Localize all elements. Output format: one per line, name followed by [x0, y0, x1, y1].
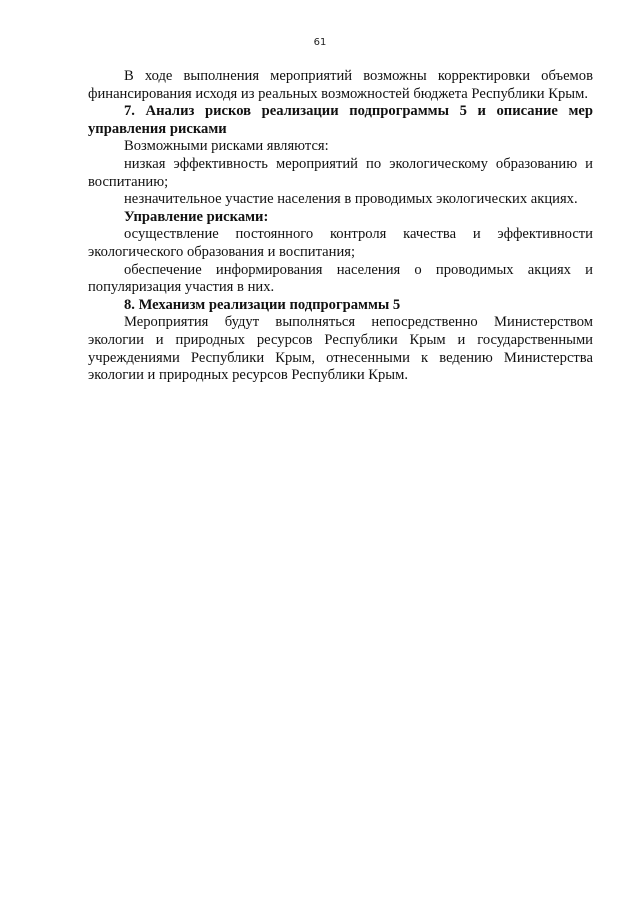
subheading-risk-management: Управление рисками: [124, 208, 269, 225]
paragraph-risk-low-participation: незначительное участие населения в проводимых экологических акциях. [124, 191, 578, 208]
paragraph-risk-low-efficiency: низкая эффективность мероприятий по экологическому образованию и воспитанию; [88, 155, 593, 190]
paragraph-financing-adjustments: В ходе выполнения мероприятий возможны корректировки объемов финансирования исходя из реальных возможностей бюджета Республики Крым. [88, 68, 593, 102]
section-heading-risk-analysis: 7. Анализ рисков реализации подпрограммы 5 и описание мер управления рисками [88, 103, 593, 137]
page-number: 61 [313, 37, 327, 48]
paragraph-public-information: обеспечение информирования населения о проводимых акциях и популяризация участия в них. [88, 261, 593, 296]
paragraph-quality-control: осуществление постоянного контроля качества и эффективности экологического образования и воспитания; [88, 226, 593, 260]
paragraph-possible-risks-intro: Возможными рисками являются: [124, 138, 329, 155]
paragraph-implementation-details: Мероприятия будут выполняться непосредственно Министерством экологии и природных ресурсов Республики Крым и государственными учреждениями Республики Крым, отнесенными к ведению Министерства экологии и природных ресурсов Республики Крым. [88, 314, 593, 384]
section-heading-implementation-mechanism: 8. Механизм реализации подпрограммы 5 [124, 296, 401, 313]
document-body [88, 68, 593, 385]
